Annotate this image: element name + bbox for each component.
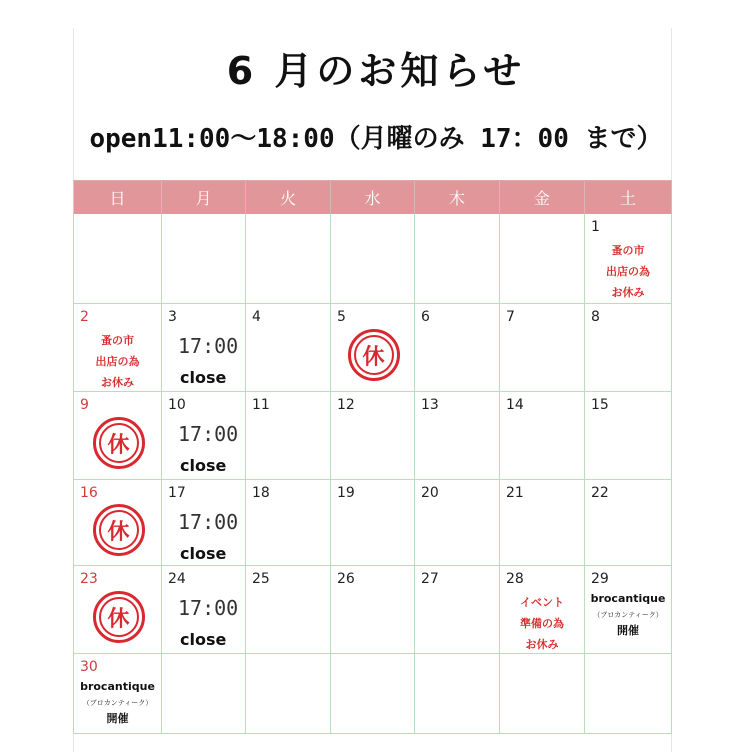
weekday-mon: 月: [162, 181, 246, 214]
day-number: 30: [80, 659, 98, 675]
day-number: 10: [168, 397, 186, 413]
day-cell-1: [585, 214, 672, 304]
close-label: close: [180, 456, 227, 475]
event-reading: （ブロカンティーク）: [82, 699, 153, 707]
day-cell-27: [415, 566, 500, 654]
day-number: 14: [506, 397, 524, 413]
day-number: 19: [337, 485, 355, 501]
day-number: 25: [252, 571, 270, 587]
calendar-grid: [73, 180, 672, 734]
day-number: 23: [80, 571, 98, 587]
day-cell-5: [331, 304, 415, 392]
close-label: close: [180, 544, 227, 563]
note-line: 準備の為: [520, 617, 564, 630]
day-cell-24: [162, 566, 246, 654]
day-cell-empty: [331, 654, 415, 734]
day-cell-21: [500, 480, 585, 566]
day-number: 2: [80, 309, 89, 325]
weekday-wed: 水: [331, 181, 415, 214]
day-cell-empty: [585, 654, 672, 734]
day-number: 22: [591, 485, 609, 501]
day-cell-empty: [415, 214, 500, 304]
day-number: 8: [591, 309, 600, 325]
day-number: 7: [506, 309, 515, 325]
close-time: 17:00: [178, 422, 239, 446]
note-line: お休み: [101, 376, 134, 389]
brocantique-event: [74, 678, 161, 728]
closed-stamp-icon: [93, 504, 145, 556]
day-number: 28: [506, 571, 524, 587]
note-line: お休み: [525, 638, 559, 651]
day-number: 24: [168, 571, 186, 587]
closed-stamp-icon: [93, 417, 145, 469]
day-cell-15: [585, 392, 672, 480]
event-reading: （ブロカンティーク）: [593, 611, 663, 619]
note-line: 蚤の市: [611, 244, 645, 257]
day-cell-empty: [162, 654, 246, 734]
day-number: 1: [591, 219, 600, 235]
closed-stamp-label: 休: [354, 335, 394, 375]
day-number: 3: [168, 309, 177, 325]
note-line: 蚤の市: [101, 334, 134, 347]
day-number: 26: [337, 571, 355, 587]
weekday-tue: 火: [246, 181, 331, 214]
close-label: close: [180, 630, 227, 649]
day-cell-29: [585, 566, 672, 654]
close-time: 17:00: [178, 334, 239, 358]
day-cell-23: [74, 566, 162, 654]
day-cell-28: [500, 566, 585, 654]
day-cell-19: [331, 480, 415, 566]
closed-stamp-label: 休: [99, 597, 139, 637]
close-time: 17:00: [178, 510, 239, 534]
market-closed-note: [585, 240, 671, 303]
day-cell-3: [162, 304, 246, 392]
day-number: 17: [168, 485, 186, 501]
weekday-fri: 金: [500, 181, 585, 214]
day-cell-20: [415, 480, 500, 566]
day-number: 16: [80, 485, 98, 501]
day-number: 11: [252, 397, 270, 413]
note-line: イベント: [520, 596, 564, 609]
day-cell-empty: [415, 654, 500, 734]
day-cell-11: [246, 392, 331, 480]
day-number: 29: [591, 571, 609, 587]
closed-stamp-label: 休: [99, 423, 139, 463]
note-line: 出店の為: [606, 265, 650, 278]
opening-hours: open11:00〜18:00（月曜のみ 17：00 まで）: [89, 124, 663, 154]
day-number: 5: [337, 309, 346, 325]
day-cell-26: [331, 566, 415, 654]
note-line: 出店の為: [95, 355, 140, 368]
event-prep-closed-note: [500, 592, 584, 655]
day-cell-empty: [246, 654, 331, 734]
weekday-sun: 日: [74, 181, 162, 214]
event-name: brocantique: [590, 592, 666, 605]
day-cell-12: [331, 392, 415, 480]
day-cell-13: [415, 392, 500, 480]
closed-stamp-icon: [93, 591, 145, 643]
day-cell-4: [246, 304, 331, 392]
day-cell-2: [74, 304, 162, 392]
day-cell-22: [585, 480, 672, 566]
day-cell-25: [246, 566, 331, 654]
market-closed-note: [74, 330, 161, 393]
day-number: 4: [252, 309, 261, 325]
brocantique-event: [585, 590, 671, 640]
close-time: 17:00: [178, 596, 239, 620]
event-held: 開催: [106, 712, 129, 725]
closed-stamp-label: 休: [99, 510, 139, 550]
day-cell-7: [500, 304, 585, 392]
day-cell-empty: [500, 654, 585, 734]
closed-stamp-icon: [348, 329, 400, 381]
day-cell-empty: [162, 214, 246, 304]
event-held: 開催: [617, 624, 639, 637]
day-number: 21: [506, 485, 524, 501]
day-cell-30: [74, 654, 162, 734]
day-number: 27: [421, 571, 439, 587]
day-number: 13: [421, 397, 439, 413]
day-cell-empty: [74, 214, 162, 304]
day-number: 15: [591, 397, 609, 413]
day-number: 12: [337, 397, 355, 413]
page-title: 6 月のお知らせ: [226, 49, 526, 93]
close-label: close: [180, 368, 227, 387]
day-cell-18: [246, 480, 331, 566]
day-cell-empty: [331, 214, 415, 304]
day-cell-empty: [246, 214, 331, 304]
day-cell-8: [585, 304, 672, 392]
day-cell-10: [162, 392, 246, 480]
day-cell-14: [500, 392, 585, 480]
day-cell-empty: [500, 214, 585, 304]
day-number: 6: [421, 309, 430, 325]
day-cell-9: [74, 392, 162, 480]
day-cell-17: [162, 480, 246, 566]
weekday-thu: 木: [415, 181, 500, 214]
day-number: 20: [421, 485, 439, 501]
day-number: 9: [80, 397, 89, 413]
day-number: 18: [252, 485, 270, 501]
weekday-sat: 土: [585, 181, 672, 214]
event-name: brocantique: [80, 680, 155, 693]
note-line: お休み: [611, 286, 645, 299]
day-cell-6: [415, 304, 500, 392]
day-cell-16: [74, 480, 162, 566]
